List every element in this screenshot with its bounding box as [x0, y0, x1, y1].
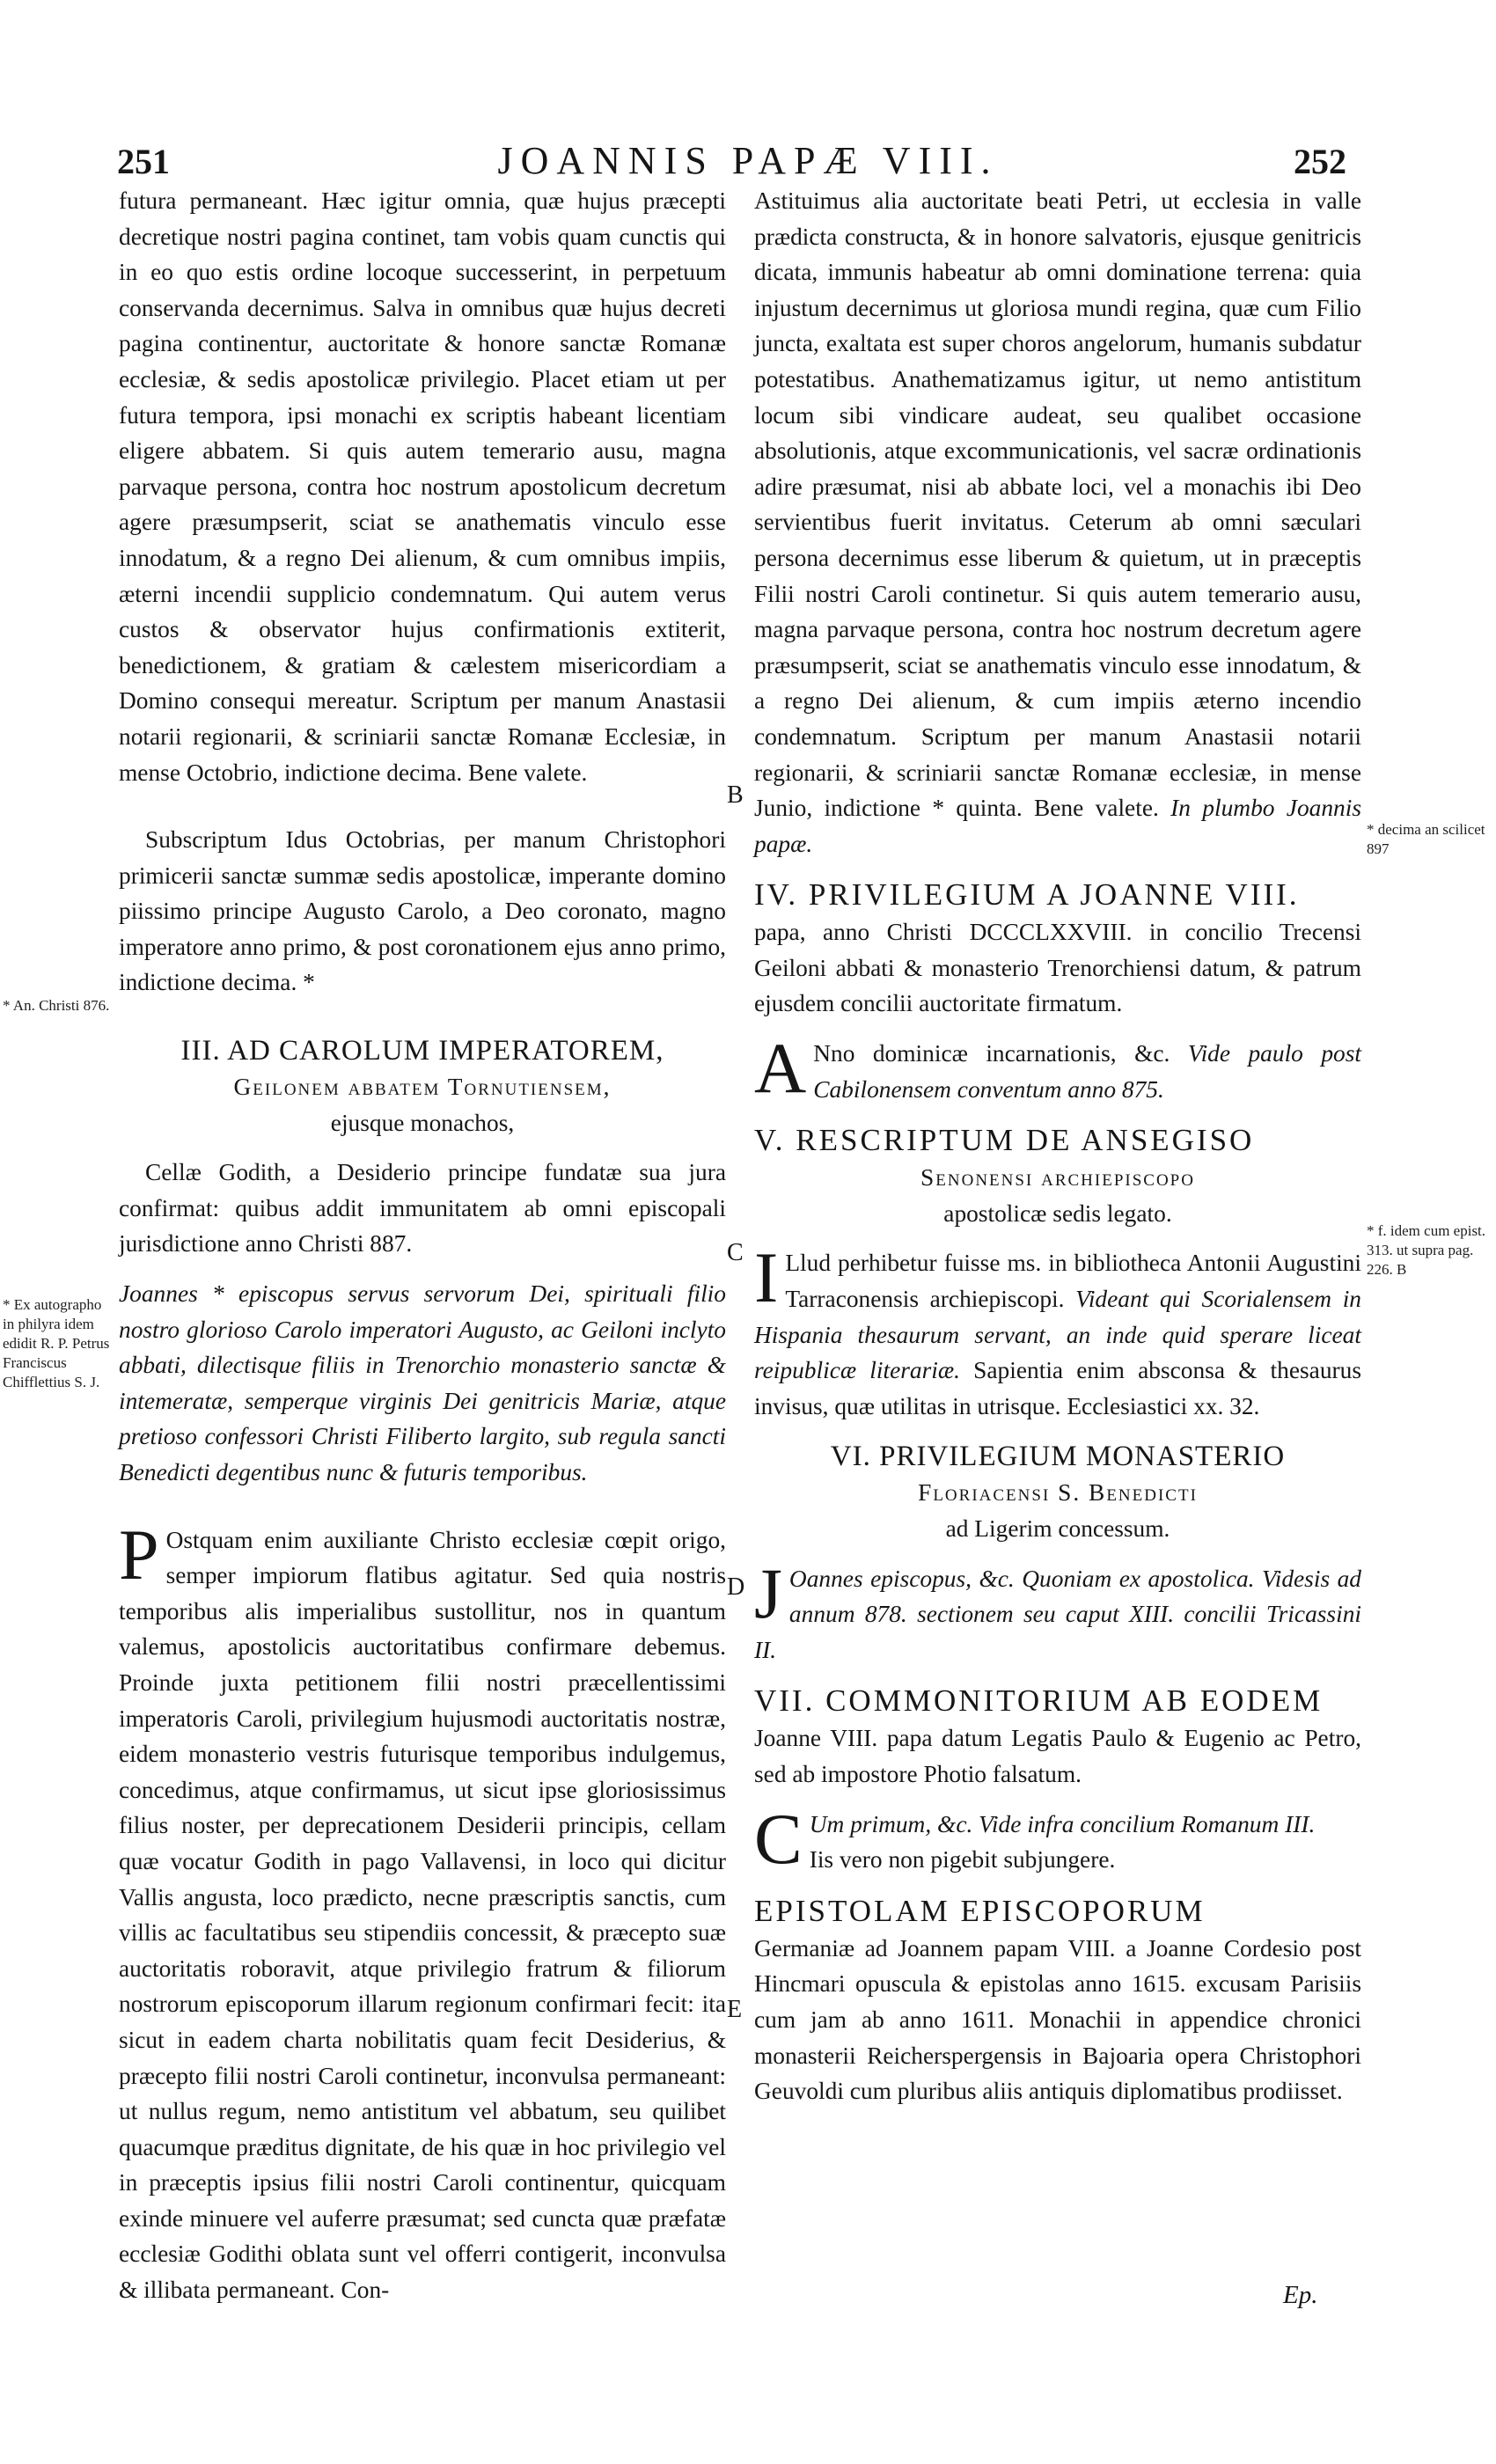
section-subheading-VI: Floriacensi S. Benedicti	[918, 1479, 1198, 1507]
section-letter-b: B	[727, 781, 744, 809]
letter-body	[119, 1514, 726, 2308]
decree-text: Astituimus alia auctoritate beati Petri, ut ecclesia in valle prædicta constructa, & in honore salvatoris, ejusque genitricis dicata, immunis habeatur ab omni dominatione terrena: quia injustum decernimus ut gloriosa mundi regina, quæ cum Filio juncta, exaltata est super choros angelorum, humanis subdatur potestatibus. Anathematizamus igitur, ut nemo antistitum locum sibi vindicare audeat, seu qualibet occasione absolutionis, atque excommunicationis, vel sacræ ordinationis adire præsumat, nisi ab abbate loci, vel a monachis ibi Deo servientibus fuerit invitatus. Ceterum ab omni sæculari persona decernimus esse liberum & quietum, ut in præceptis Filii nostri Caroli continetur. Si quis autem temerario ausu, magna parvaque persona, contra hoc nostrum decretum agere præsumpserit, sciat se anathematis vinculo esse innodatum, & a regno Dei alienum, & cum impiis æterno incendio condemnatum. Scriptum per manum Anastasii notarii regionarii, & scriniarii sanctæ Romanæ ecclesiæ, in mense Junio, indictione * quinta. Bene valete.	[754, 187, 1361, 822]
section-subheading-epistola: Germaniæ ad Joannem papam VIII. a Joanne Cordesio post Hincmari opuscula & epistolas anno 1615. excusam Parisiis cum jam ab anno 1611. Monachii in appendice chronici monasterii Reicherspergensis in Bajoaria opera Christophori Geuvoldi cum pluribus aliis antiquis diplomatibus prodiisset.	[754, 1934, 1361, 2105]
section-subheading-V: Senonensi archiepiscopo	[920, 1164, 1195, 1192]
section-heading-VII: VII. COMMONITORIUM AB EODEM	[754, 1683, 1324, 1719]
section-heading-V: V. RESCRIPTUM DE ANSEGISO	[754, 1123, 1255, 1158]
section-subheading-III-2: ejusque monachos,	[330, 1109, 515, 1136]
margin-note-left-2: * Ex autographo in philyra idem edidit R. P. Petrus Franciscus Chifflettius S. J.	[3, 1296, 110, 1390]
running-head: JOANNIS PAPÆ VIII.	[497, 139, 999, 182]
section-subheading-IV: papa, anno Christi DCCCLXXVIII. in concilio Trecensi Geiloni abbati & monasterio Trenorchiensi datum, & patrum ejusdem concilii auctoritate firmatum.	[754, 919, 1361, 1017]
letter-summary: Cellæ Godith, a Desiderio principe fundatæ sua jura confirmat: quibus addit immunitatem ab omni episcopali jurisdictione anno Christi 887.	[119, 1159, 726, 1258]
section-letter-e: E	[727, 1996, 743, 2023]
margin-note-right-1: * decima an scilicet 897	[1367, 821, 1485, 857]
letter-body-text: Ostquam enim auxiliante Christo ecclesiæ cœpit origo, semper impiorum flatibus agitatur. Sed quia nostris temporibus alis imperialibus sustollitur, nos in quantum valemus, apostolicis auctoritatibus confirmare debemus. Proinde juxta petitionem filii nostri præcellentissimi imperatoris Caroli, privilegium hujusmodi auctoritatis nostræ, eidem monasterio vestris futurisque temporibus indulgemus, concedimus, atque confirmamus, ut sicut ipse gloriosissimus filius noster, per deprecationem Desiderii principis, cellam quæ vocatur Godith in pago Vallavensi, in loco qui dicitur Vallis angusta, loco prædicto, necne præscriptis sanctis, cum villis ac facultatibus seu stipendiis concessit, & præcepto suæ auctoritatis roboravit, atque privilegio fratrum & filiorum nostrorum episcoporum illarum regionum confirmari fecit: ita sicut in eadem charta nobilitatis quam fecit Desiderius, & præcepto filii nostri Caroli continetur, inconvulsa permaneant: ut nullus regum, nemo antistitum vel abbatum, seu quilibet quacumque præditus dignitate, de his quæ in hoc privilegio vel in præceptis ipsius filii nostri Caroli continentur, quicquam exinde minuere vel auferre præsumat; sed cuncta quæ præfatæ ecclesiæ Godithi oblata sunt vel offerri contigerit, inconvulsa & illibata permaneant. Con-	[119, 1526, 726, 2304]
section-subheading-III: Geilonem abbatem Tornutiensem,	[233, 1074, 612, 1101]
section-letter-c: C	[727, 1239, 744, 1266]
margin-note-right-2: * f. idem cum epist. 313. ut supra pag. 226. B	[1367, 1222, 1486, 1278]
section-heading-III: III. AD CAROLUM IMPERATOREM,	[180, 1035, 664, 1067]
right-column	[754, 183, 1361, 2109]
section-text-VI: J Oannes episcopus, &c. Quoniam ex apostolica. Videsis ad annum 878. sectionem seu caput XIII. concilii Tricassini II.	[754, 1552, 1361, 1663]
drop-cap-A: A	[754, 1028, 807, 1109]
drop-cap-I: I	[754, 1237, 779, 1318]
section-heading-IV: IV. PRIVILEGIUM A JOANNE VIII.	[754, 877, 1300, 913]
subscription-paragraph: Subscriptum Idus Octobrias, per manum Christophori primicerii sanctæ summæ sedis apostolicæ, imperante domino piissimo principe Augusto Carolo, a Deo coronato, magno imperatore anno primo, & post coronationem ejus anno primo, indictione decima. *	[119, 826, 726, 996]
paragraph-continuation: futura permaneant. Hæc igitur omnia, quæ hujus præcepti decretique nostri pagina continet, tam vobis quam cunctis qui in eo quo estis ordine locoque successerint, in perpetuum conservanda decernimus. Salva in omnibus quæ hujus decreti pagina continentur, auctoritate & honore sanctæ Romanæ ecclesiæ, & sedis apostolicæ privilegio. Placet etiam ut per futura tempora, ipsi monachi ex scriptis habeant licentiam eligere abbatem. Si quis autem temerario ausu, magna parvaque persona, contra hoc nostrum apostolicum decretum agere præsumpserit, sciat se anathematis vinculo esse innodatum, & a regno Dei alienum, & cum omnibus impiis, æterni incendii supplicio condemnatum. Qui autem verus custos & observator hujus confirmationis extiterit, benedictionem, & gratiam & cælestem misericordiam a Domino consequi mereatur. Scriptum per manum Anastasii notarii regionarii, & scriniarii sanctæ Romanæ Ecclesiæ, in mense Octobrio, indictione decima. Bene valete.	[119, 187, 726, 786]
paragraph-continuation-right	[754, 183, 1361, 862]
section-text-IV: A Nno dominicæ incarnationis, &c. Vide paulo post Cabilonensem conventum anno 875.	[754, 1028, 1361, 1109]
drop-cap-J: J	[754, 1552, 782, 1633]
left-column	[119, 183, 726, 2308]
section-letter-d: D	[727, 1573, 745, 1601]
page-number-right: 252	[1294, 142, 1346, 181]
section-subheading-VII: Joanne VIII. papa datum Legatis Paulo & Eugenio ac Petro, sed ab impostore Photio falsatum.	[754, 1725, 1361, 1787]
drop-cap: P	[119, 1514, 159, 1595]
page-number-left: 251	[117, 142, 170, 181]
section-text-VII-2: Iis vero non pigebit subjungere.	[809, 1846, 1116, 1874]
section-text-V: I Llud perhibetur fuisse ms. in bibliotheca Antonii Augustini Tarraconensis archiepiscopi. Videant qui Scorialensem in Hispania thesaurum servant, an inde quid sperare liceat reipublicæ literariæ. Sapientia enim absconsa & thesaurus invisus, quæ utilitas in utrisque. Ecclesiastici xx. 32.	[754, 1237, 1362, 1419]
section-heading-epistola: EPISTOLAM EPISCOPORUM	[754, 1893, 1206, 1928]
section-subheading-V-2: apostolicæ sedis legato.	[943, 1199, 1172, 1227]
margin-note-left-1: * An. Christi 876.	[3, 997, 110, 1014]
section-text-VII: C Um primum, &c. Vide infra concilium Romanum III.	[754, 1798, 1316, 1879]
section-heading-VI: VI. PRIVILEGIUM MONASTERIO	[830, 1441, 1286, 1473]
section-subheading-VI-2: ad Ligerim concessum.	[945, 1515, 1170, 1542]
letter-address: Joannes * episcopus servus servorum Dei, spirituali filio nostro glorioso Carolo imperatori Augusto, ac Geiloni inclyto abbati, dilectisque filiis in Trenorchio monasterio sanctæ & intemeratæ, semperque virginis Dei genitricis Mariæ, atque pretioso confessori Christi Filiberto largito, sub regula sancti Benedicti degentibus nunc & futuris temporibus.	[119, 1280, 726, 1485]
seal-note: In plumbo Joannis papæ.	[754, 795, 1361, 857]
catchword: Ep.	[1283, 2281, 1318, 2309]
drop-cap-C: C	[754, 1798, 803, 1879]
